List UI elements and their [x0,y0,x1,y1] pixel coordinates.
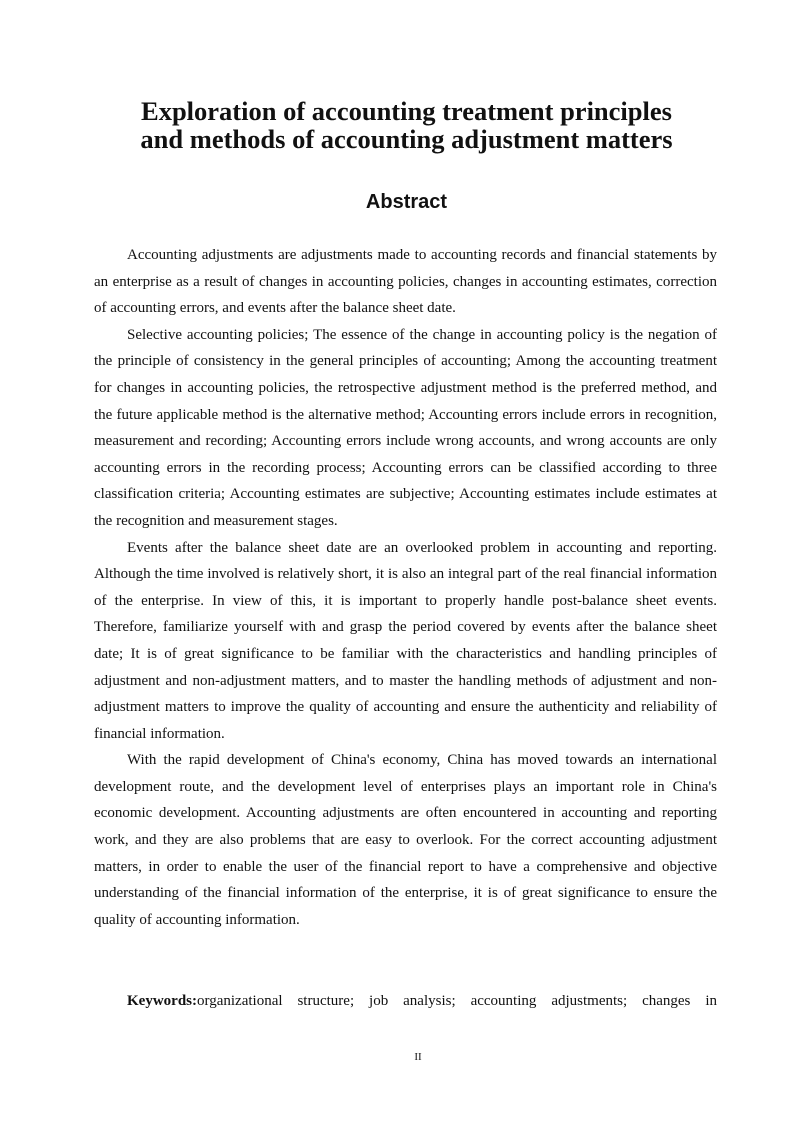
keywords-label: Keywords: [127,993,197,1009]
title-line-1: Exploration of accounting treatment principles [141,96,672,126]
abstract-paragraph-2: Selective accounting policies; The essence of the change in accounting policy is the negation of the principle of consistency in the general principles of accounting; Among the accounting treatment for changes in accounting policies, the retrospective adjustment method is the preferred method, and the future applicable method is the alternative method; Accounting errors include errors in recognition, measurement and recording; Accounting errors include wrong accounts, and wrong accounts are only accounting errors in the recording process; Accounting errors can be classified according to three classification criteria; Accounting estimates are subjective; Accounting estimates include estimates at the recognition and measurement stages. [94,326,717,529]
title-line-2: and methods of accounting adjustment matters [140,124,673,154]
page-number: II [414,1051,422,1063]
keywords-line [94,988,717,1014]
abstract-paragraph-4: With the rapid development of China's economy, China has moved towards an international development route, and the development level of enterprises plays an important role in China's economic development. Accounting adjustments are often encountered in accounting and reporting work, and they are also problems that are easy to overlook. For the correct accounting adjustment matters, in order to enable the user of the financial report to have a comprehensive and objective understanding of the financial information of the enterprise, it is of great significance to ensure the quality of accounting information. [94,752,717,928]
abstract-body [94,242,717,933]
abstract-paragraph-1: Accounting adjustments are adjustments made to accounting records and financial statements by an enterprise as a result of changes in accounting policies, changes in accounting estimates, correction of accounting errors, and events after the balance sheet date. [94,247,717,317]
document-title [60,97,753,153]
keywords-text: organizational structure; job analysis; accounting adjustments; changes in [197,993,717,1009]
abstract-paragraph-3: Events after the balance sheet date are an overlooked problem in accounting and reporting. Although the time involved is relatively short, it is also an integral part of the real financial information of the enterprise. In view of this, it is important to properly handle post-balance sheet events. Therefore, familiarize yourself with and grasp the period covered by events after the balance sheet date; It is of great significance to be familiar with the characteristics and handling principles of adjustment and non-adjustment matters, and to master the handling methods of adjustment and non-adjustment matters to improve the quality of accounting and ensure the authenticity and reliability of financial information. [94,539,717,742]
abstract-heading: Abstract [365,191,448,213]
